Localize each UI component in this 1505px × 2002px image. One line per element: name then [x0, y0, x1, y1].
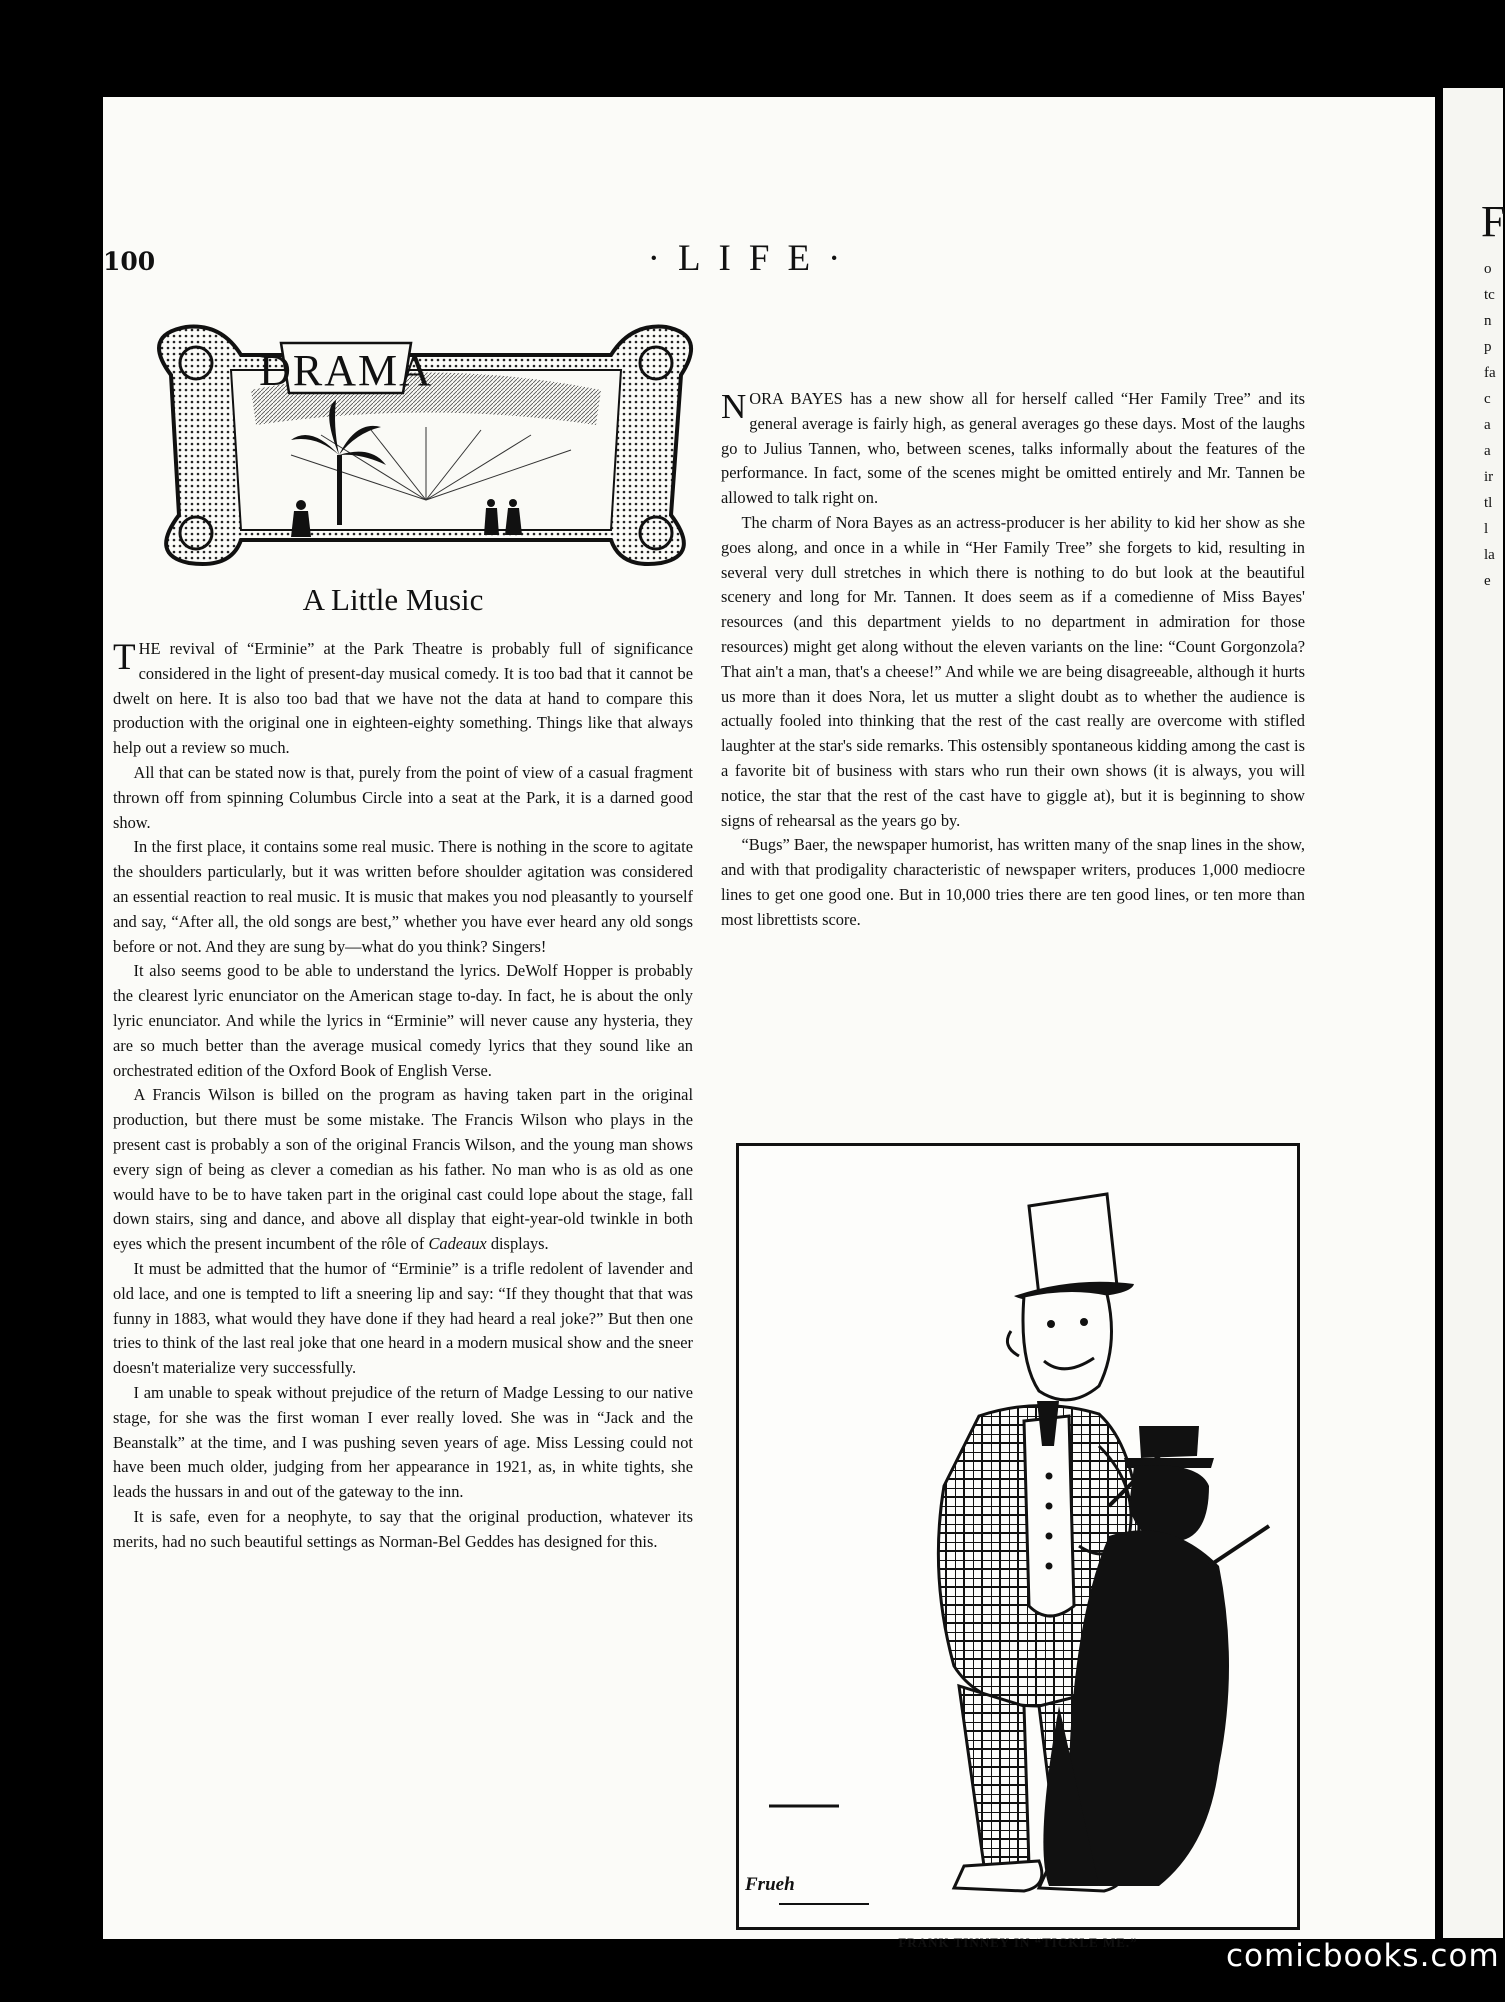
paragraph: It is safe, even for a neophyte, to say that the original production, whatever its merits, had no such beautiful settings as Norman-Bel Geddes has designed for this. [113, 1506, 693, 1551]
paragraph: The charm of Nora Bayes as an actress-producer is her ability to kid her show as she goes along, and once in a while in “Her Family Tree” she forgets to kid, resulting in several very dull stretches in which there is nothing to do but look at the beautiful scenery and long for Mr. Tannen. It does seem as if a comedienne of Miss Bayes' resources (and this department yields to no department in admiration for those resources) might get along without the eleven variants on the line: “Count Gorgonzola? That ain't a man, that's a cheese!” And while we are being disagreeable, although it hurts us more than it does Nora, let us mutter a slight doubt as to whether the audience is actually fooled into thinking that the rest of the cast really are overcome with stifled laughter at the star's side remarks. This ostensibly spontaneous kidding among the cast is a favorite bit of business with stars who run their own shows (it is always, you will notice, the star that the rest of the cast have to giggle at), but it is beginning to show signs of rehearsal as the years go by. [721, 512, 1305, 830]
next-page-text: n [1484, 313, 1492, 329]
cartoon-caption: FRANK TINNEY IN “TICKLE ME.” [898, 1935, 1138, 1950]
next-page-text: a [1484, 417, 1491, 433]
paragraph: “Bugs” Baer, the newspaper humorist, has written many of the snap lines in the show, and with that prodigality characteristic of newspaper writers, produces 1,000 mediocre lines to get one good one. But in 10,000 tries there are ten good lines, or ten more than most librettists score. [721, 835, 1305, 929]
paragraph: All that can be stated now is that, purely from the point of view of a casual fragment thrown off from spinning Columbus Circle into a seat at the Park, it is a darned good show. [113, 762, 693, 832]
next-page-text: o [1484, 261, 1492, 277]
next-page-text: l [1484, 521, 1489, 537]
next-page-letter: F [1481, 197, 1505, 246]
cartoon-illustration [739, 1146, 1297, 1927]
masthead: ·LIFE· [647, 238, 859, 279]
paragraph: THE revival of “Erminie” at the Park Theatre is probably full of significance considered in the light of present-day musical comedy. It is too bad that it cannot be dwelt on here. It is also too bad that we have not the data at hand to compare this production with the original one in eighteen-eighty something. Things like that always help out a review so much. [113, 637, 693, 758]
paragraph: In the first place, it contains some real music. There is nothing in the score to agitate the shoulders particularly, but it was written before shoulder agitation was considered an essential reaction to real music. It is music that makes you nod pleasantly to yourself and say, “After all, the old songs are best,” whether you have ever heard any old songs before or not. And they are sung by—what do you think? Singers! [113, 837, 693, 956]
paragraph: NORA BAYES has a new show all for herself called “Her Family Tree” and its general average is fairly high, as general averages go these days. Most of the laughs go to Julius Tannen, who, between scenes, talks informally about the features of the performance. In fact, some of the scenes might be omitted entirely and Mr. Tannen be allowed to talk right on. [721, 387, 1305, 508]
next-page-text: p [1484, 339, 1492, 355]
next-page-text: fa [1484, 365, 1496, 381]
article-title: A Little Music [302, 582, 484, 617]
next-page-text: tl [1484, 495, 1493, 511]
paragraph: It also seems good to be able to understand the lyrics. DeWolf Hopper is probably the clearest lyric enunciator on the American stage to-day. In fact, he is about the only lyric enunciator. And while the lyrics in “Erminie” will never cause any hysteria, they are so much better than the average musical comedy lyrics that they sound like an orchestrated edition of the Oxford Book of English Verse. [113, 961, 693, 1080]
article-column-right [721, 387, 1305, 933]
next-page-text: ir [1484, 469, 1494, 485]
next-page-text: e [1484, 573, 1491, 589]
next-page-text: la [1484, 547, 1495, 563]
drama-banner-illustration [141, 315, 707, 569]
next-page-text: tc [1484, 287, 1495, 303]
site-watermark: comicbooks.com [1226, 1938, 1500, 1974]
paragraph: It must be admitted that the humor of “Erminie” is a trifle redolent of lavender and old lace, and one is tempted to lift a sneering lip and say: “If they thought that that was funny in 1883, what would they have done if they had heard a real joke?” But then one tries to think of the last real joke that one heard in a modern musical show and the sneer doesn't materialize very successfully. [113, 1258, 693, 1378]
article-column-left [113, 637, 693, 1554]
artist-signature: Frueh [745, 1874, 795, 1895]
magazine-page [103, 97, 1435, 1950]
drama-banner-title: DRAMA [259, 346, 433, 395]
paragraph: I am unable to speak without prejudice of the return of Madge Lessing to our native stage, for she was the first woman I ever really loved. She was in “Jack and the Beanstalk” at the time, and I was pushing seven years of age. Miss Lessing could not have been much older, judging from her appearance in 1921, as, in white tights, she leads the hussars in and out of the gateway to the inn. [113, 1382, 693, 1502]
next-page-text: a [1484, 443, 1491, 459]
adjacent-page-fragment [1443, 88, 1503, 1938]
drop-cap: N [721, 387, 747, 426]
role-name: Cadeaux [428, 1234, 487, 1254]
cartoon-frame [736, 1143, 1300, 1930]
next-page-text: c [1484, 391, 1491, 407]
drop-cap: T [113, 637, 136, 678]
paragraph: A Francis Wilson is billed on the program as having taken part in the original production, but there must be some mistake. The Francis Wilson who plays in the present cast is probably a son of the original Francis Wilson, and the young man shows every sign of being as clever a comedian as his father. No man who is as old as one would have to be to have taken part in the original cast could lope about the stage, fall down stairs, sing and dance, and above all display that eight-year-old twinkle in both eyes which the present incumbent of the rôle of Cadeaux displays. [113, 1085, 693, 1254]
page-number: 100 [103, 247, 156, 276]
